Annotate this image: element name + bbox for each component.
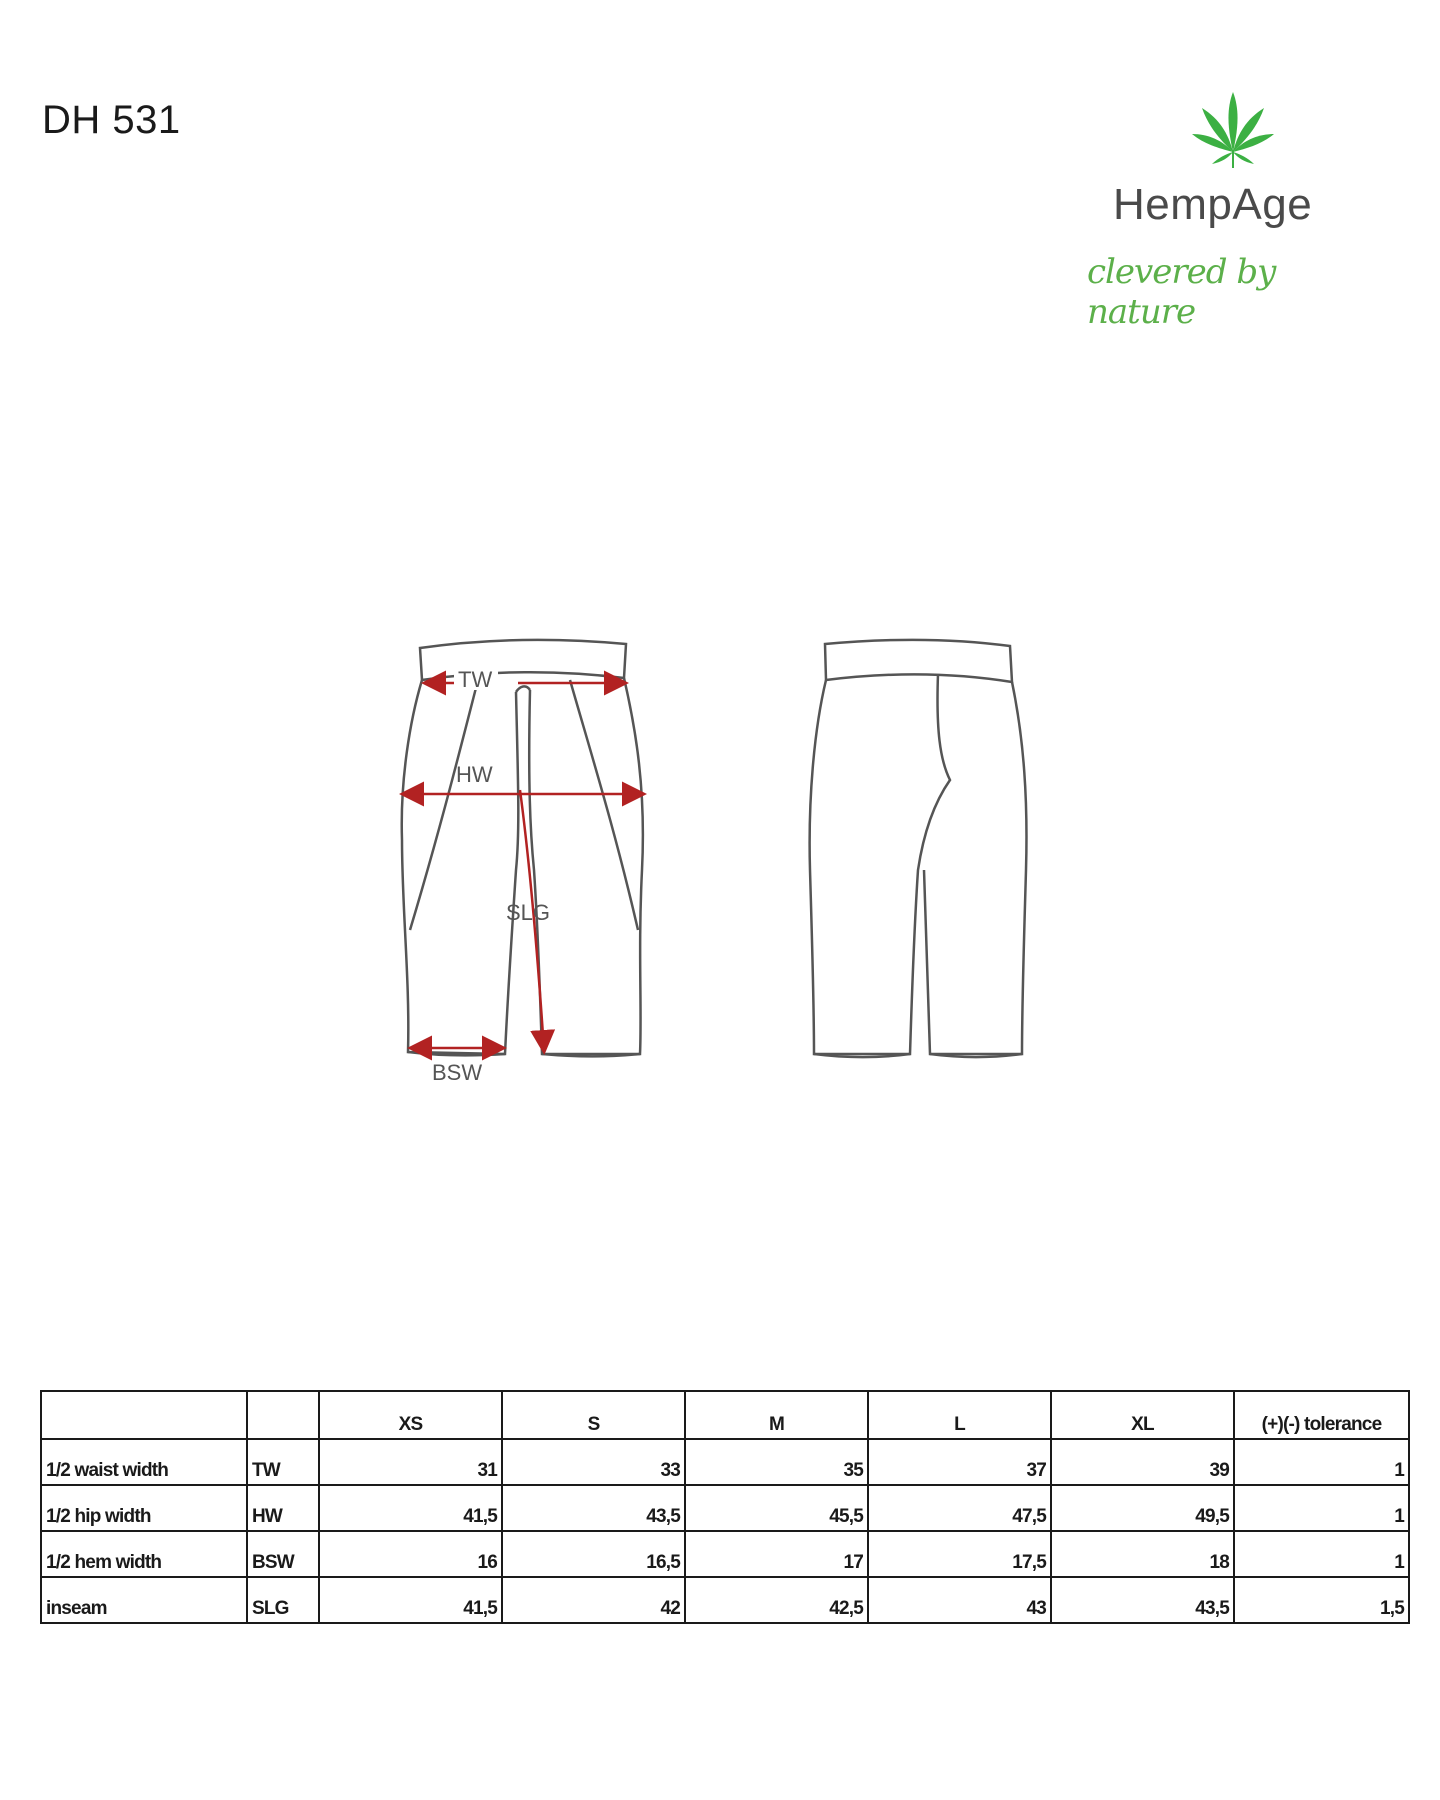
table-cell: 35: [685, 1439, 868, 1485]
table-cell: 42: [502, 1577, 685, 1623]
row-measurement-name: 1/2 waist width: [41, 1439, 247, 1485]
table-cell: 31: [319, 1439, 502, 1485]
table-cell: 45,5: [685, 1485, 868, 1531]
brand-logo: [1075, 90, 1375, 330]
brand-tagline: clevered by nature: [1087, 252, 1276, 332]
row-measurement-name: 1/2 hip width: [41, 1485, 247, 1531]
row-measurement-code: HW: [247, 1485, 319, 1531]
row-measurement-name: 1/2 hem width: [41, 1531, 247, 1577]
table-cell: 39: [1051, 1439, 1234, 1485]
row-measurement-name: inseam: [41, 1577, 247, 1623]
label-hw: HW: [456, 762, 493, 787]
style-code: DH 531: [42, 98, 181, 142]
table-cell: 43,5: [1051, 1577, 1234, 1623]
hemp-leaf-icon: [1188, 90, 1278, 170]
table-cell: 42,5: [685, 1577, 868, 1623]
row-measurement-code: BSW: [247, 1531, 319, 1577]
table-row: [41, 1439, 1409, 1485]
table-cell: 49,5: [1051, 1485, 1234, 1531]
size-chart-table: [40, 1390, 1410, 1624]
header-cell: [247, 1391, 319, 1439]
label-bsw: BSW: [432, 1060, 483, 1085]
table-cell: 16,5: [502, 1531, 685, 1577]
table-cell: 18: [1051, 1531, 1234, 1577]
shorts-front-view: [402, 640, 643, 1056]
table-header-row: [41, 1391, 1409, 1439]
tolerance-cell: 1: [1234, 1485, 1409, 1531]
table-cell: 43,5: [502, 1485, 685, 1531]
garment-diagram: [380, 630, 1080, 1090]
table-cell: 37: [868, 1439, 1051, 1485]
tolerance-cell: 1,5: [1234, 1577, 1409, 1623]
header-size-s: S: [502, 1391, 685, 1439]
header-size-xl: XL: [1051, 1391, 1234, 1439]
table-cell: 17: [685, 1531, 868, 1577]
row-measurement-code: SLG: [247, 1577, 319, 1623]
label-slg: SLG: [506, 900, 551, 925]
header-cell: [41, 1391, 247, 1439]
table-cell: 41,5: [319, 1577, 502, 1623]
label-tw: TW: [458, 667, 493, 692]
tolerance-cell: 1: [1234, 1531, 1409, 1577]
table-row: [41, 1531, 1409, 1577]
table-cell: 47,5: [868, 1485, 1051, 1531]
header-size-l: L: [868, 1391, 1051, 1439]
tolerance-cell: 1: [1234, 1439, 1409, 1485]
table-row: [41, 1485, 1409, 1531]
shorts-back-view: [810, 640, 1027, 1057]
header-size-xs: XS: [319, 1391, 502, 1439]
table-cell: 43: [868, 1577, 1051, 1623]
row-measurement-code: TW: [247, 1439, 319, 1485]
table-cell: 16: [319, 1531, 502, 1577]
header-tolerance: (+)(-) tolerance: [1234, 1391, 1409, 1439]
table-cell: 33: [502, 1439, 685, 1485]
table-row: [41, 1577, 1409, 1623]
table-cell: 41,5: [319, 1485, 502, 1531]
table-cell: 17,5: [868, 1531, 1051, 1577]
measurement-arrows: [404, 683, 642, 1050]
brand-name: HempAge: [1113, 180, 1313, 229]
header-size-m: M: [685, 1391, 868, 1439]
